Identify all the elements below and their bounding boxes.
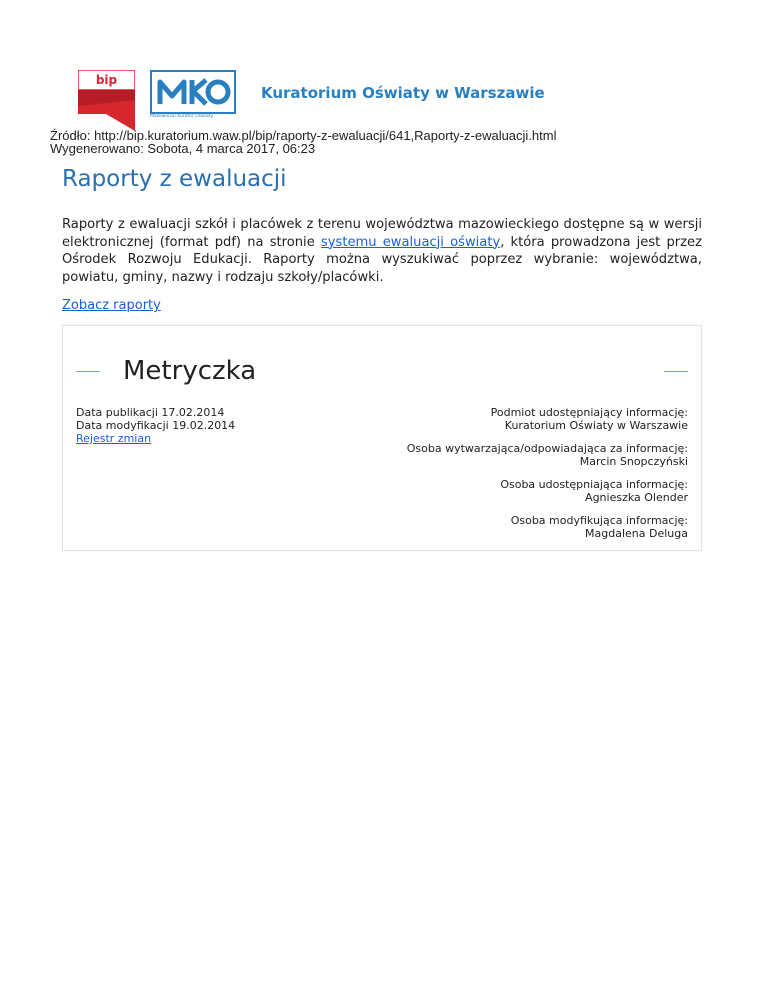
field-value: Kuratorium Oświaty w Warszawie xyxy=(504,419,688,432)
field-label: Osoba wytwarzająca/odpowiadająca za informację: xyxy=(406,442,688,455)
field-label: Osoba modyfikująca informację: xyxy=(510,514,688,527)
field-value: Magdalena Deluga xyxy=(585,527,688,540)
field-label: Osoba udostępniająca informację: xyxy=(500,478,688,491)
institution-title: Kuratorium Oświaty w Warszawie xyxy=(261,84,545,102)
evaluation-system-link[interactable]: systemu ewaluacji oświaty xyxy=(320,234,501,250)
source-url: Źródło: http://bip.kuratorium.waw.pl/bip/raporty-z-ewaluacji/641,Raporty-z-ewaluacji.html xyxy=(50,128,557,143)
field-publisher xyxy=(407,406,688,432)
publication-date: Data publikacji 17.02.2014 xyxy=(76,406,225,419)
modification-date: Data modyfikacji 19.02.2014 xyxy=(76,419,236,432)
field-value: Marcin Snopczyński xyxy=(579,455,688,468)
field-sharer xyxy=(407,478,688,504)
change-log-link[interactable]: Rejestr zmian xyxy=(76,432,152,445)
bip-logo-text: bip xyxy=(95,73,118,87)
metryczka-responsible xyxy=(407,406,688,550)
metryczka-title: Metryczka xyxy=(123,356,257,386)
metryczka-divider-left xyxy=(76,371,100,372)
mko-logo-subtitle: Mazowiecki Kurator Oświaty xyxy=(150,114,214,119)
page-header xyxy=(78,70,545,132)
intro-paragraph xyxy=(62,216,702,286)
field-label: Podmiot udostępniający informację: xyxy=(490,406,688,419)
mko-logo[interactable] xyxy=(150,70,236,114)
field-modifier xyxy=(407,514,688,540)
field-author xyxy=(407,442,688,468)
generated-date: Wygenerowano: Sobota, 4 marca 2017, 06:23 xyxy=(50,141,316,156)
see-reports-link[interactable]: Zobacz raporty xyxy=(62,298,161,313)
metryczka-divider-right xyxy=(664,371,688,372)
intro-text-part1: Raporty z ewaluacji szkół i placówek z terenu województwa mazowieckiego dostępne są w wersji elektronicznej (format pdf) na stronie xyxy=(62,217,702,250)
mko-logo-icon xyxy=(152,72,234,112)
field-value: Agnieszka Olender xyxy=(585,491,688,504)
intro-text-part2: , która prowadzona jest przez Ośrodek Rozwoju Edukacji. Raporty można wyszukiwać poprzez wybranie: województwa, powiatu, gminy, nazwy i rodzaju szkoły/placówki. xyxy=(62,234,702,285)
bip-logo[interactable] xyxy=(78,70,135,131)
metryczka-panel xyxy=(62,325,702,551)
page-title: Raporty z ewaluacji xyxy=(62,166,287,192)
metryczka-dates xyxy=(76,406,235,445)
